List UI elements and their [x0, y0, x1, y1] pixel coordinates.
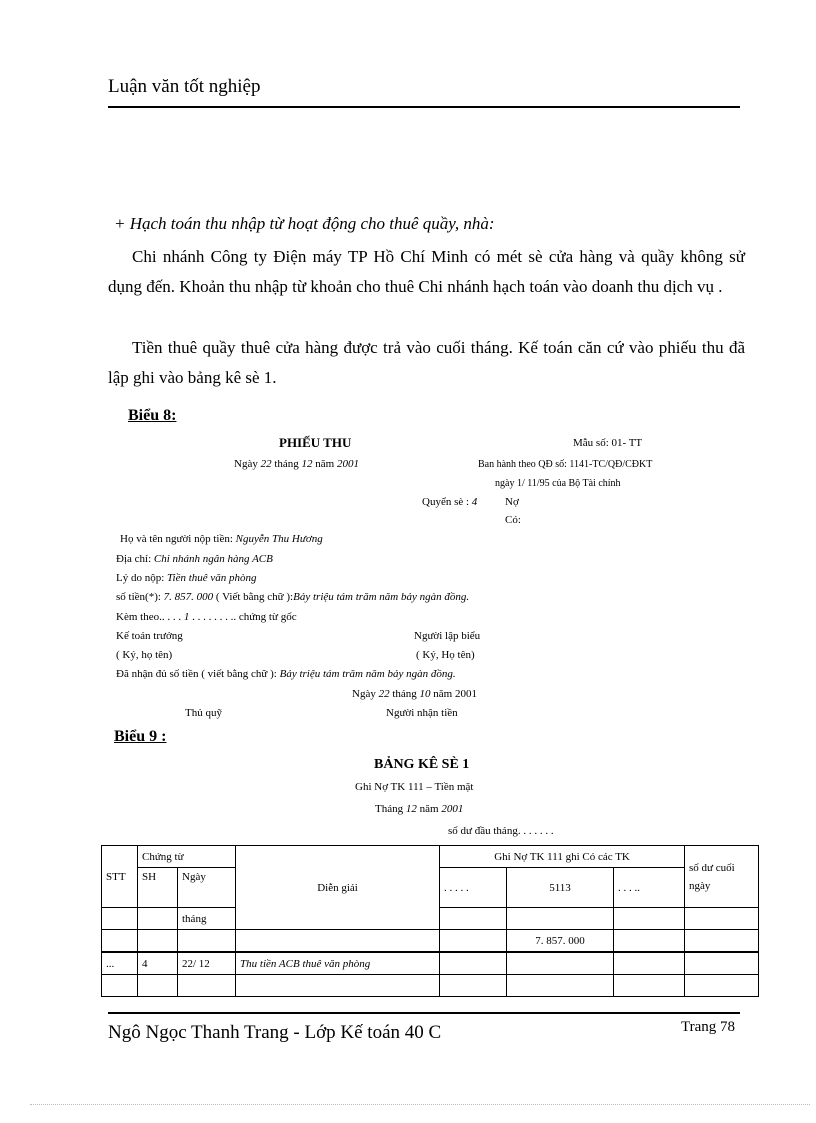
page-number: Trang 78 [681, 1019, 736, 1035]
cell-empty [102, 975, 138, 997]
cell-empty [440, 975, 507, 997]
receipt-title: PHIẾU THU [279, 435, 352, 450]
credit-label: Có: [505, 514, 521, 526]
cell-empty [440, 930, 507, 953]
ledger-subtitle: Ghi Nợ TK 111 – Tiền mặt [355, 781, 474, 793]
row-sh: 4 [138, 952, 178, 975]
table-row [102, 975, 759, 997]
cell-empty [236, 975, 440, 997]
cell-empty [685, 952, 759, 975]
cell-empty [507, 952, 614, 975]
header-thang: tháng [178, 908, 236, 930]
chief-accountant-label: Kế toán trưởng [116, 630, 183, 642]
cell-empty [102, 930, 138, 953]
cell-empty [614, 952, 685, 975]
issued-by: Ban hành theo QĐ số: 1141-TC/QĐ/CĐKT [478, 459, 653, 470]
receiver-label: Người nhận tiền [386, 707, 458, 719]
footer-rule [108, 1012, 740, 1014]
cell-empty [102, 908, 138, 930]
attached-docs-line: Kèm theo.. . . . 1 . . . . . . . .. chứng từ gốc [116, 611, 297, 623]
sign-left: ( Ký, họ tên) [116, 649, 173, 661]
row-stt: ... [102, 952, 138, 975]
cell-empty [236, 930, 440, 953]
section-heading: + Hạch toán thu nhập từ hoạt động cho thuê quầy, nhà: [114, 214, 495, 233]
cell-empty [507, 975, 614, 997]
table-row [102, 952, 759, 975]
cell-empty [685, 908, 759, 930]
ledger-title: BẢNG KÊ SÈ 1 [374, 757, 470, 772]
total-5113: 7. 857. 000 [507, 930, 614, 953]
row-diengiai: Thu tiền ACB thuê văn phòng [236, 952, 440, 975]
bieu9-label: Biểu 9 : [114, 728, 167, 745]
bieu8-label: Biểu 8: [128, 407, 177, 424]
header-dots-2: . . . .. [614, 868, 685, 908]
receipt-date: Ngày 22 tháng 12 năm 2001 [234, 458, 359, 470]
payer-line: Họ và tên người nộp tiền: Nguyễn Thu Hương [120, 533, 323, 545]
form-code: Mẫu số: 01- TT [573, 437, 643, 449]
received-line: Đã nhận đủ số tiền ( viết bằng chữ ): Bảy triệu tám trăm năm bảy ngàn đồng. [116, 668, 456, 680]
header-stt: STT [102, 846, 138, 908]
cell-empty [614, 930, 685, 953]
book-number: Quyển sè : 4 [422, 496, 478, 508]
running-header: Luận văn tốt nghiệp [108, 76, 261, 97]
preparer-label: Người lập biểu [414, 630, 481, 642]
cell-empty [507, 908, 614, 930]
page-bottom-divider [30, 1104, 810, 1105]
cell-empty [138, 930, 178, 953]
header-soducuoi: số dư cuối ngày [685, 846, 759, 908]
header-ghino: Ghi Nợ TK 111 ghi Có các TK [440, 846, 685, 868]
amount-line: số tiền(*): 7. 857. 000 ( Viết bằng chữ ):Bảy triệu tám trăm năm bảy ngàn đồng. [116, 591, 470, 603]
cell-empty [440, 952, 507, 975]
header-sh: SH [138, 868, 178, 908]
cell-empty [138, 908, 178, 930]
header-ngay: Ngày [178, 868, 236, 908]
cell-empty [178, 930, 236, 953]
debit-label: Nợ [505, 496, 519, 508]
cell-empty [178, 975, 236, 997]
row-ngay: 22/ 12 [178, 952, 236, 975]
cell-empty [685, 975, 759, 997]
footer-author: Ngô Ngọc Thanh Trang - Lớp Kế toán 40 C [108, 1022, 442, 1043]
opening-balance: số dư đầu tháng. . . . . . . [448, 825, 554, 837]
paragraph-2: Tiền thuê quầy thuê cửa hàng được trả vào cuối tháng. Kế toán căn cứ vào phiếu thu đã lập ghi vào bảng kê sè 1. [108, 338, 745, 387]
header-diengiai: Diễn giải [236, 846, 440, 930]
issued-date: ngày 1/ 11/95 của Bộ Tài chính [495, 478, 621, 489]
header-dots-1: . . . . . [440, 868, 507, 908]
header-rule [108, 106, 740, 108]
address-line: Địa chỉ: Chi nhánh ngân hàng ACB [116, 553, 273, 565]
receipt-date-2: Ngày 22 tháng 10 năm 2001 [352, 688, 477, 700]
cell-empty [440, 908, 507, 930]
header-chungtu: Chứng từ [138, 846, 236, 868]
ledger-table [101, 845, 759, 997]
header-5113: 5113 [507, 868, 614, 908]
cell-empty [614, 975, 685, 997]
cell-empty [685, 930, 759, 953]
table-header-row-1 [102, 846, 759, 868]
cell-empty [614, 908, 685, 930]
sign-right: ( Ký, Họ tên) [416, 649, 475, 661]
cashier-label: Thủ quỹ [185, 707, 222, 719]
reason-line: Lý do nộp: Tiền thuê văn phòng [116, 572, 257, 584]
cell-empty [138, 975, 178, 997]
ledger-period: Tháng 12 năm 2001 [375, 803, 464, 815]
table-total-row [102, 930, 759, 953]
paragraph-1: Chi nhánh Công ty Điện máy TP Hồ Chí Minh có mét sè cửa hàng và quầy không sử dụng đến. Khoản thu nhập từ khoản cho thuê Chi nhánh hạch toán vào doanh thu dịch vụ . [108, 247, 745, 296]
